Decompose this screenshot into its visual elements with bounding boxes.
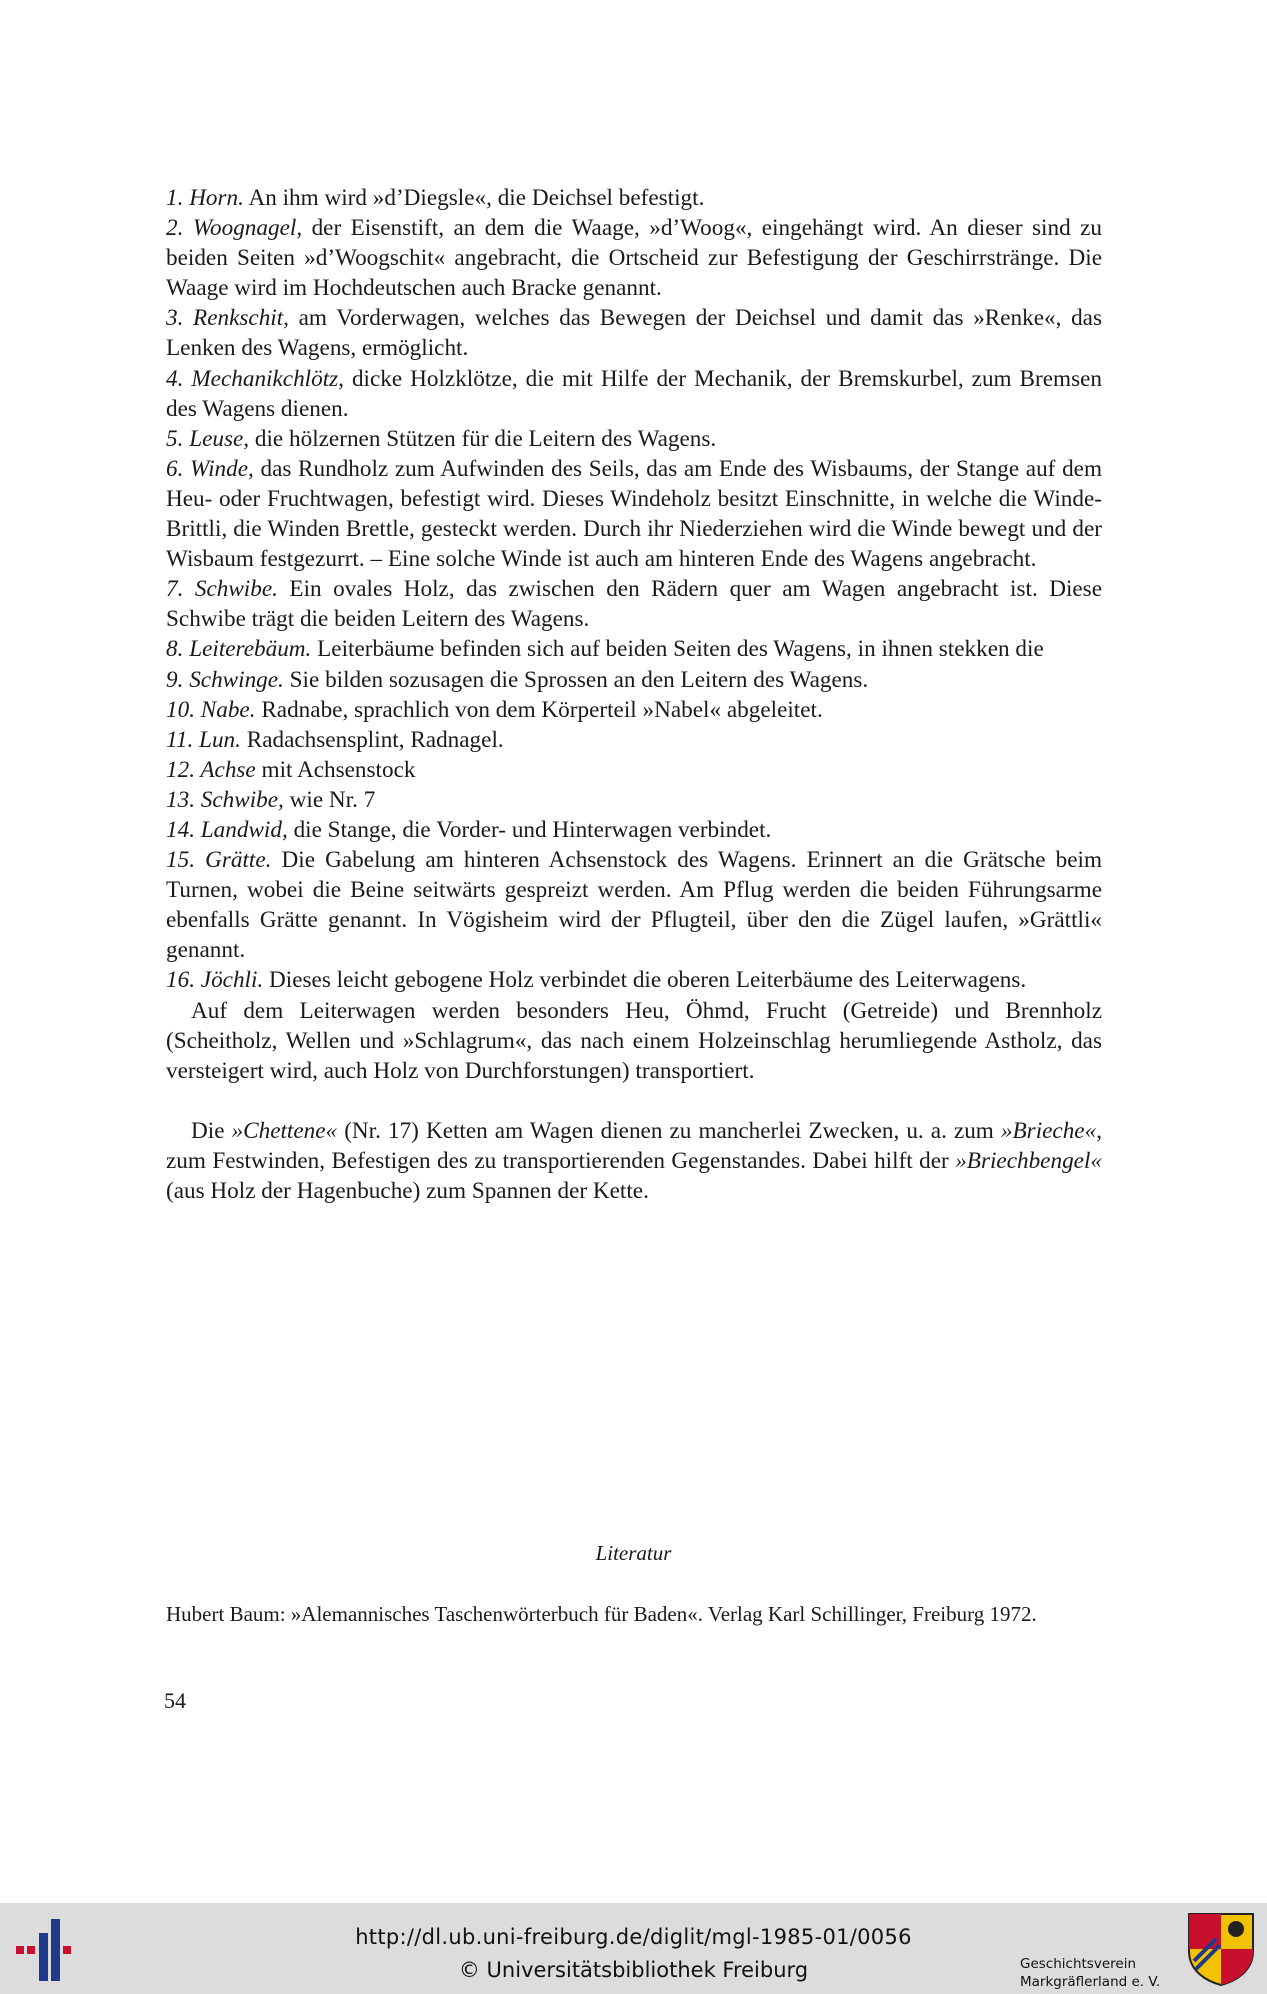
paragraph-chains (166, 1116, 1102, 1206)
entry-item (166, 183, 1102, 213)
document-url-link[interactable]: http://dl.ub.uni-freiburg.de/diglit/mgl-1985-01/0056 (355, 1925, 912, 1949)
entry-item (166, 785, 1102, 815)
entry-term: 5. Leuse, (166, 425, 250, 452)
page-number: 54 (164, 1688, 186, 1713)
entry-item (166, 755, 1102, 785)
entry-text: Radachsensplint, Radnagel. (240, 726, 504, 753)
entry-term: 7. Schwibe. (166, 576, 278, 603)
entry-term: 10. Nabe. (166, 696, 256, 723)
entry-item (166, 965, 1102, 995)
literature-reference: Hubert Baum: »Alemannisches Taschenwörterbuch für Baden«. Verlag Karl Schillinger, Freiburg 1972. (166, 1602, 1037, 1626)
entry-text: am Vorderwagen, welches das Bewegen der Deichsel und damit das »Renke«, das Lenken des Wagens, ermöglicht. (166, 305, 1102, 362)
entry-item (166, 725, 1102, 755)
entry-item (166, 213, 1102, 303)
text-run: , zum Festwinden, Befestigen des zu transportierenden Gegenstandes. Dabei hilft der (166, 1117, 1102, 1174)
entry-term: 14. Landwid, (166, 816, 288, 843)
entry-term: 16. Jöchli. (166, 967, 264, 994)
term-brieche: »Brieche« (1000, 1117, 1097, 1144)
entry-term: 2. Woognagel, (166, 215, 303, 242)
text-run: Die (191, 1117, 232, 1144)
term-chettene: »Chettene« (231, 1117, 338, 1144)
entry-item (166, 303, 1102, 363)
entry-text: wie Nr. 7 (283, 786, 376, 813)
entry-term: 12. Achse (166, 756, 256, 783)
entry-item (166, 364, 1102, 424)
entry-item (166, 574, 1102, 634)
entry-term: 13. Schwibe, (166, 786, 284, 813)
text-run: (aus Holz der Hagenbuche) zum Spannen der Kette. (166, 1178, 649, 1204)
entry-text: der Eisenstift, an dem die Waage, »d’Woog«, eingehängt wird. An dieser sind zu beiden Seiten »d’Woogschit« angebracht, die Ortscheid zur Befestigung der Geschirrstränge. Die Waage wird im Hochdeutschen auch Bracke genannt. (166, 215, 1102, 302)
term-briechbengel: »Briechbengel« (955, 1147, 1102, 1174)
entry-term: 9. Schwinge. (166, 666, 284, 693)
entry-term: 15. Grätte. (166, 847, 272, 874)
entry-term: 8. Leiterebäum. (166, 636, 312, 663)
entry-term: 3. Renkschit, (166, 305, 289, 332)
entry-text: Ein ovales Holz, das zwischen den Rädern quer am Wagen angebracht ist. Diese Schwibe trägt die beiden Leitern des Wagens. (166, 576, 1102, 633)
entry-text: dicke Holzklötze, die mit Hilfe der Mechanik, der Bremskurbel, zum Bremsen des Wagens dienen. (166, 365, 1102, 422)
entry-item (166, 634, 1102, 664)
viewer-footer (0, 1903, 1267, 1994)
society-name (1020, 1955, 1160, 1991)
society-line-2: Markgräflerland e. V. (1020, 1974, 1161, 1990)
entry-term: 4. Mechanikchlötz, (166, 365, 344, 392)
entry-term: 11. Lun. (166, 726, 241, 753)
entry-item (166, 454, 1102, 574)
entry-text: An ihm wird »d’Diegsle«, die Deichsel befestigt. (243, 185, 705, 211)
entry-term: 6. Winde, (166, 455, 254, 482)
entry-item (166, 424, 1102, 454)
entry-text: Sie bilden sozusagen die Sprossen an den Leitern des Wagens. (283, 666, 869, 693)
entry-text: Radnabe, sprachlich von dem Körperteil »Nabel« abgeleitet. (255, 696, 823, 723)
entry-item (166, 815, 1102, 845)
entry-text: Die Gabelung am hinteren Achsenstock des Wagens. Erinnert an die Grätsche beim Turnen, wobei die Beine seitwärts gespreizt werden. Am Pflug werden die beiden Führungsarme ebenfalls Grätte genannt. In Vögisheim wird der Pflugteil, über den die Zügel laufen, »Grättli« genannt. (166, 847, 1102, 964)
literature-heading: Literatur (595, 1541, 672, 1565)
entry-text: Dieses leicht gebogene Holz verbindet die oberen Leiterbäume des Leiterwagens. (263, 967, 1027, 994)
paragraph-transport: Auf dem Leiterwagen werden besonders Heu, Öhmd, Frucht (Getreide) und Brennholz (Scheitholz, Wellen und »Schlagrum«, das nach einem Holzeinschlag herumliegende Astholz, das versteigert wird, auch Holz von Durchforstungen) transportiert. (166, 997, 1102, 1084)
entry-text: die Stange, die Vorder- und Hinterwagen verbindet. (287, 816, 772, 843)
society-line-1: Geschichtsverein (1020, 1956, 1136, 1972)
entry-item (166, 695, 1102, 725)
entry-text: Leiterbäume befinden sich auf beiden Seiten des Wagens, in ihnen stekken die (311, 636, 1044, 663)
body-text (166, 183, 1102, 1206)
entry-text: die hölzernen Stützen für die Leitern des Wagens. (249, 425, 717, 452)
entry-item (166, 845, 1102, 965)
text-run: (Nr. 17) Ketten am Wagen dienen zu mancherlei Zwecken, u. a. zum (337, 1117, 1001, 1144)
entry-term: 1. Horn. (166, 185, 244, 211)
copyright-notice: © Universitätsbibliothek Freiburg (458, 1958, 809, 1982)
entry-item (166, 665, 1102, 695)
entry-list (166, 183, 1102, 996)
entry-text: das Rundholz zum Aufwinden des Seils, das am Ende des Wisbaums, der Stange auf dem Heu- oder Fruchtwagen, befestigt wird. Dieses Windeholz besitzt Einschnitte, in welche die Winde-Brittli, die Winden Brettle, gesteckt werden. Durch ihr Niederziehen wird die Winde bewegt und der Wisbaum festgezurrt. – Eine solche Winde ist auch am hinteren Ende des Wagens angebracht. (166, 455, 1102, 573)
entry-text: mit Achsenstock (255, 756, 416, 783)
coat-of-arms-icon (1186, 1911, 1256, 1987)
